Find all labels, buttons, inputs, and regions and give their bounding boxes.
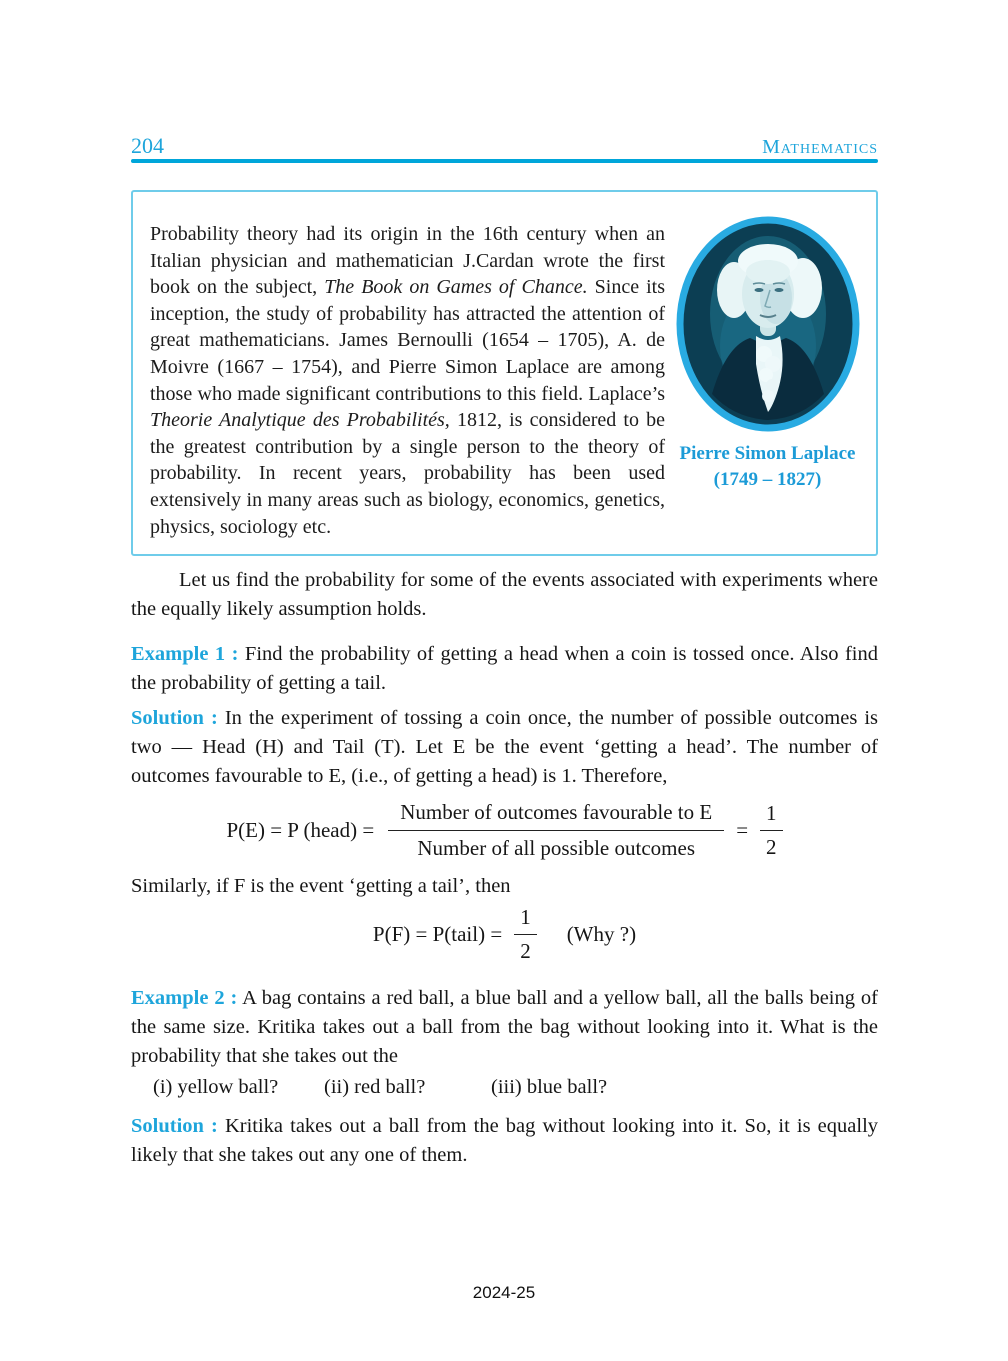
example1-label: Example 1 : [131,643,239,665]
book-title-italic: Theorie Analytique des Probabilités, [150,409,450,432]
laplace-portrait-image [674,214,862,436]
example2-text: A bag contains a red ball, a blue ball and a yellow ball, all the balls being of the same size. Kritika takes out a ball from the bag without looking into it. What is the probability that she takes out the [131,987,878,1067]
history-paragraph [150,221,665,538]
formula1-result-denominator: 2 [766,835,777,859]
ball-options-row [131,1076,878,1106]
solution1-text: In the experiment of tossing a coin once, the number of possible outcomes is two — Head (H) and Tail (T). Let E be the event ‘getting a head’. The number of outcomes favourable to E, (i.e., of getting a head) is 1. Therefore, [131,707,879,787]
similarly-paragraph [131,872,878,901]
formula2-result-denominator: 2 [520,939,531,963]
portrait-caption [680,441,856,493]
intro-text: Let us find the probability for some of the events associated with experiments where the equally likely assumption holds. [131,569,878,620]
history-text-segment: Since its inception, the study of probability has attracted the attention of great mathematicians. James Bernoulli (1654 – 1705), A. de Moivre (1667 – 1754), and Pierre Simon Laplace are among those who made significant contributions to this field. Laplace’s [150,276,665,405]
formula1-result-numerator: 1 [760,801,783,831]
history-text-segment: 1812, is considered to be the greatest contribution by a single person to the theory of probability. In recent years, probability has been used extensively in many areas such as biology, economics, genetics, physics, sociology etc. [150,409,665,538]
solution1-paragraph [131,704,878,790]
portrait-column [665,201,870,554]
option-blue-ball: (iii) blue ball? [491,1076,608,1098]
solution2-paragraph [131,1112,878,1170]
portrait-caption-name: Pierre Simon Laplace [679,443,856,464]
history-text-segment: Probability theory had its origin in the 16th century when an Italian physician and mathematician J.Cardan wrote the first book on the subject, [150,223,665,299]
example2-label: Example 2 : [131,987,238,1009]
example1-paragraph [131,640,878,698]
option-yellow-ball: (i) yellow ball? [153,1076,279,1098]
formula-probability-head [131,800,878,861]
solution2-text: Kritika takes out a ball from the bag without looking into it. So, it is equally likely that she takes out any one of them. [131,1115,879,1166]
solution2-label: Solution : [131,1115,218,1137]
page-header [131,133,878,159]
formula1-fraction [388,800,724,861]
formula2-result-fraction [514,905,537,964]
formula-probability-tail [131,905,878,964]
example1-text: Find the probability of getting a head when a coin is tossed once. Also find the probability of getting a tail. [131,643,878,694]
formula2-result-numerator: 1 [514,905,537,935]
formula2-why-note: (Why ?) [566,922,637,946]
portrait-caption-years: (1749 – 1827) [713,469,822,490]
history-infobox [131,190,878,556]
footer-session-year: 2024-25 [472,1283,536,1302]
page-number: 204 [131,133,164,158]
header-rule [131,159,878,163]
formula2-lhs: P(F) = P(tail) = [372,922,503,946]
solution1-label: Solution : [131,707,218,729]
example2-paragraph [131,984,878,1070]
option-red-ball: (ii) red ball? [324,1076,426,1098]
formula1-lhs: P(E) = P (head) = [226,818,375,842]
formula1-result-fraction [760,801,783,860]
similarly-text: Similarly, if F is the event ‘getting a tail’, then [131,875,511,897]
running-head: Mathematics [762,136,878,158]
book-title-italic: The Book on Games of Chance. [324,276,588,299]
formula1-equals: = [736,818,749,842]
intro-paragraph [131,566,878,624]
formula1-numerator: Number of outcomes favourable to E [388,800,724,831]
formula1-denominator: Number of all possible outcomes [417,836,695,860]
